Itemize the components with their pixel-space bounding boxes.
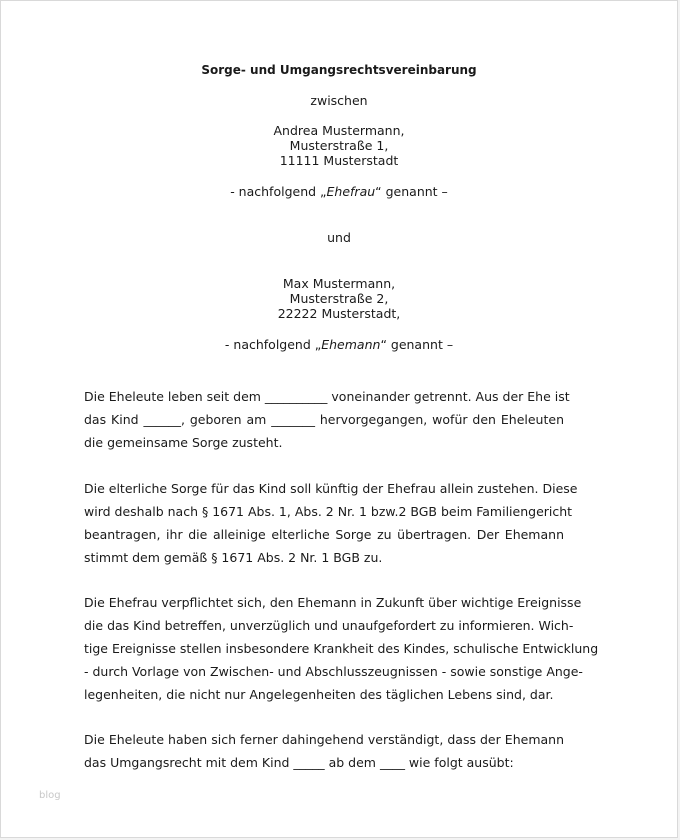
party1-designation (1, 184, 677, 199)
party2-designation (1, 337, 677, 352)
paragraph-separation (84, 385, 570, 454)
party1-designation-prefix: - nachfolgend „ (230, 184, 327, 199)
paragraph-line: - durch Vorlage von Zwischen- und Abschlusszeugnissen - sowie sonstige Ange- (84, 664, 583, 679)
party1-designation-role: Ehefrau (326, 184, 376, 199)
party2-name: Max Mustermann, (282, 276, 396, 291)
party2-designation-role: Ehemann (321, 337, 381, 352)
paragraph-custody (84, 477, 578, 569)
paragraph-information-duty (84, 591, 599, 706)
party2-city: 22222 Musterstadt, (277, 306, 401, 321)
between-label: zwischen (310, 93, 368, 108)
party2-designation-prefix: - nachfolgend „ (224, 337, 322, 352)
document-title: Sorge- und Umgangsrechtsvereinbarung (201, 63, 477, 77)
paragraph-line: das Umgangsrecht mit dem Kind _____ ab dem ____ wie folgt ausübt: (84, 755, 514, 770)
paragraph-line: die gemeinsame Sorge zusteht. (84, 435, 283, 450)
party1-street: Musterstraße 1, (289, 138, 389, 153)
paragraph-line: Die Eheleute haben sich ferner dahingehend verständigt, dass der Ehemann (84, 732, 564, 747)
paragraph-line: das Kind ______, geboren am _______ hervorgegangen, wofür den Eheleuten (84, 412, 564, 427)
paragraph-line: stimmt dem gemäß § 1671 Abs. 2 Nr. 1 BGB zu. (84, 550, 383, 565)
paragraph-line: tige Ereignisse stellen insbesondere Krankheit des Kindes, schulische Entwicklung (84, 641, 599, 656)
paragraph-line: die das Kind betreffen, unverzüglich und unaufgefordert zu informieren. Wich- (84, 618, 574, 633)
paragraph-line: legenheiten, die nicht nur Angelegenheiten des täglichen Lebens sind, dar. (84, 687, 554, 702)
paragraph-visitation (84, 728, 564, 774)
paragraph-line: wird deshalb nach § 1671 Abs. 1, Abs. 2 Nr. 1 bzw.2 BGB beim Familiengericht (84, 504, 573, 519)
and-label: und (327, 230, 351, 245)
party2-designation-suffix: “ genannt – (380, 337, 454, 352)
watermark-text: blog (39, 790, 61, 801)
party1-name: Andrea Mustermann, (273, 123, 405, 138)
party1-city: 11111 Musterstadt (279, 153, 399, 168)
paragraph-line: Die elterliche Sorge für das Kind soll künftig der Ehefrau allein zustehen. Diese (84, 481, 578, 496)
paragraph-line: beantragen, ihr die alleinige elterliche Sorge zu übertragen. Der Ehemann (84, 527, 564, 542)
paragraph-line: Die Ehefrau verpflichtet sich, den Ehemann in Zukunft über wichtige Ereignisse (84, 595, 582, 610)
party2-street: Musterstraße 2, (289, 291, 389, 306)
party1-designation-suffix: “ genannt – (375, 184, 448, 199)
paragraph-line: Die Eheleute leben seit dem __________ voneinander getrennt. Aus der Ehe ist (84, 389, 570, 404)
